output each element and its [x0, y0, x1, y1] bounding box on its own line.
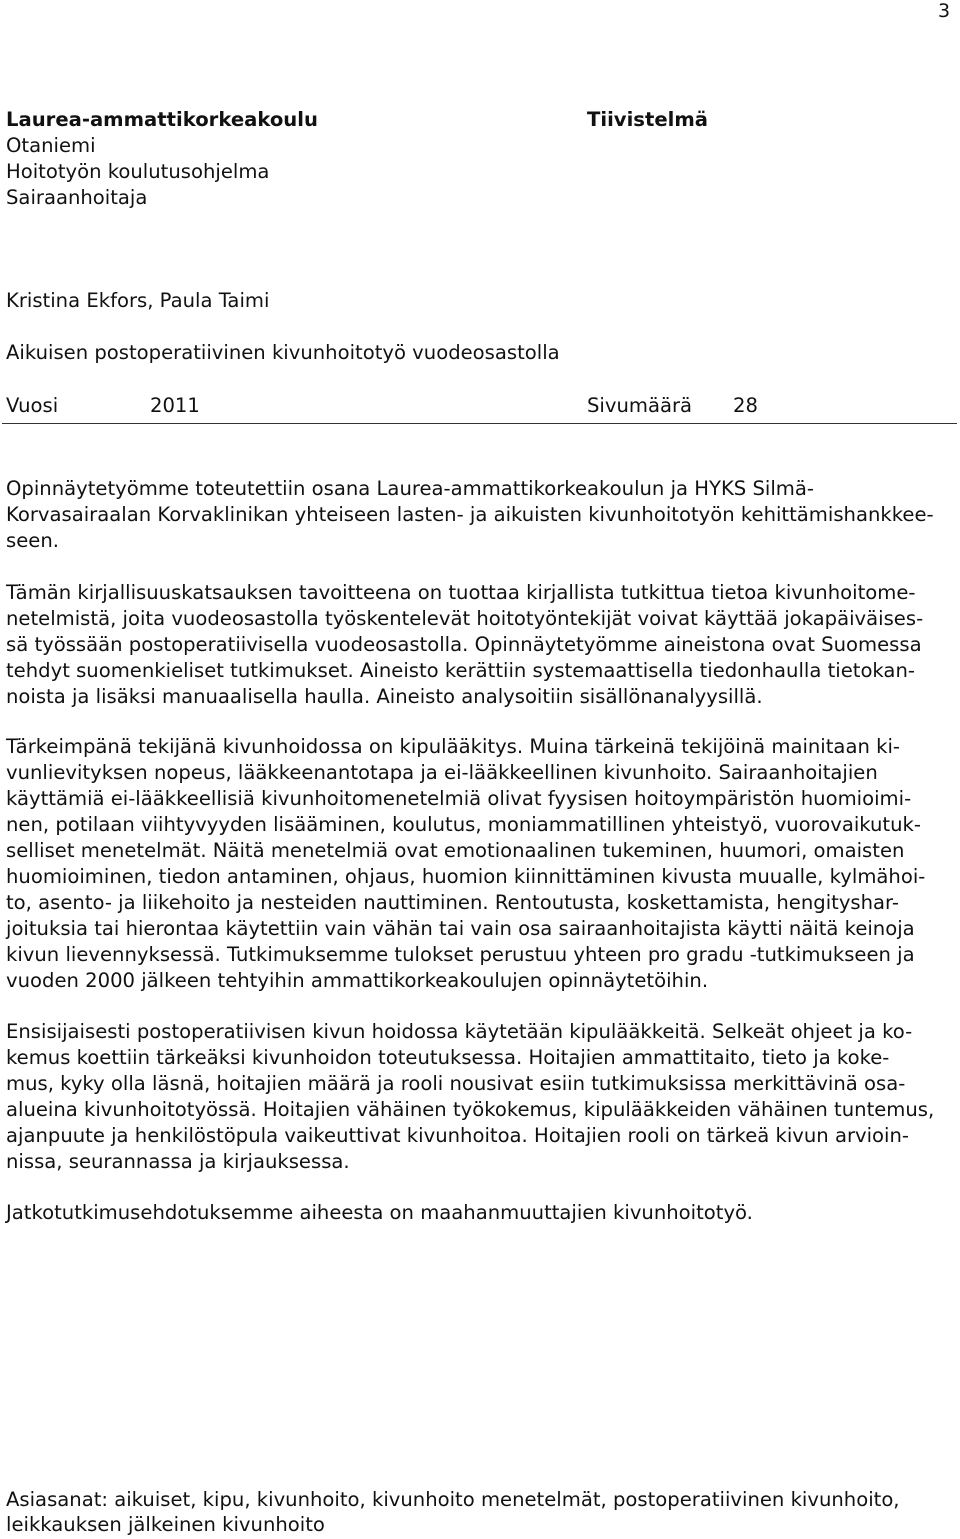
keywords-line: leikkauksen jälkeinen kivunhoito: [6, 1513, 325, 1536]
keywords-line: Asiasanat: aikuiset, kipu, kivunhoito, kivunhoito menetelmät, postoperatiivinen kivunhoito,: [6, 1488, 900, 1511]
abstract-line: Korvasairaalan Korvaklinikan yhteiseen lasten- ja aikuisten kivunhoitotyön kehittämishankkee-: [6, 503, 934, 526]
abstract-line: Ensisijaisesti postoperatiivisen kivun hoidossa käytetään kipulääkkeitä. Selkeät ohjeet ja ko-: [6, 1020, 913, 1043]
abstract-line: seen.: [6, 529, 59, 552]
year-value: 2011: [150, 394, 200, 417]
institution-name: Laurea-ammattikorkeakoulu: [6, 108, 318, 131]
degree-name: Sairaanhoitaja: [6, 186, 148, 209]
abstract-line: nen, potilaan viihtyvyyden lisääminen, koulutus, moniammatillinen yhteistyö, vuorovaikutuk-: [6, 813, 921, 836]
abstract-line: huomioiminen, tiedon antaminen, ohjaus, huomion kiinnittäminen kivusta muualle, kylmähoi-: [6, 865, 926, 888]
abstract-line: nissa, seurannassa ja kirjauksessa.: [6, 1150, 350, 1173]
thesis-title: Aikuisen postoperatiivinen kivunhoitotyö vuodeosastolla: [6, 341, 560, 364]
abstract-line: Jatkotutkimusehdotuksemme aiheesta on maahanmuuttajien kivunhoitotyö.: [6, 1201, 753, 1224]
abstract-line: tehdyt suomenkieliset tutkimukset. Aineisto kerättiin systemaattisella tiedonhaulla tietokan-: [6, 659, 915, 682]
document-type: Tiivistelmä: [587, 108, 708, 131]
abstract-line: sä työssään postoperatiivisella vuodeosastolla. Opinnäytetyömme aineistona ovat Suomessa: [6, 633, 922, 656]
abstract-line: kivun lievennyksessä. Tutkimuksemme tulokset perustuu yhteen pro gradu -tutkimukseen ja: [6, 943, 915, 966]
pages-value: 28: [733, 394, 758, 417]
abstract-line: ajanpuute ja henkilöstöpula vaikeuttivat kivunhoitoa. Hoitajien rooli on tärkeä kivun arvioin-: [6, 1124, 909, 1147]
abstract-line: Tärkeimpänä tekijänä kivunhoidossa on kipulääkitys. Muina tärkeinä tekijöinä mainitaan ki-: [6, 735, 900, 758]
header-divider: [2, 423, 957, 424]
abstract-line: joituksia tai hierontaa käytettiin vain vähän tai vain osa sairaanhoitajista käytti näitä keinoja: [6, 917, 915, 940]
page-number: 3: [938, 0, 951, 22]
abstract-line: netelmistä, joita vuodeosastolla työskentelevät hoitotyöntekijät voivat käyttää jokapäiväises-: [6, 607, 924, 630]
abstract-line: Opinnäytetyömme toteutettiin osana Laurea-ammattikorkeakoulun ja HYKS Silmä-: [6, 477, 814, 500]
pages-label: Sivumäärä: [587, 394, 693, 417]
abstract-line: to, asento- ja liikehoito ja nesteiden nauttiminen. Rentoutusta, koskettamista, hengityshar-: [6, 891, 899, 914]
abstract-line: vunlievityksen nopeus, lääkkeenantotapa ja ei-lääkkeellinen kivunhoito. Sairaanhoitajien: [6, 761, 878, 784]
abstract-line: Tämän kirjallisuuskatsauksen tavoitteena on tuottaa kirjallista tutkittua tietoa kivunhoitome-: [6, 581, 916, 604]
authors: Kristina Ekfors, Paula Taimi: [6, 289, 270, 312]
abstract-line: noista ja lisäksi manuaalisella haulla. Aineisto analysoitiin sisällönanalyysillä.: [6, 685, 763, 708]
campus-name: Otaniemi: [6, 134, 96, 157]
program-name: Hoitotyön koulutusohjelma: [6, 160, 270, 183]
abstract-line: vuoden 2000 jälkeen tehtyihin ammattikorkeakoulujen opinnäytetöihin.: [6, 969, 709, 992]
abstract-line: käyttämiä ei-lääkkeellisiä kivunhoitomenetelmiä olivat fyysisen hoitoympäristön huomioimi-: [6, 787, 912, 810]
abstract-line: mus, kyky olla läsnä, hoitajien määrä ja rooli nousivat esiin tutkimuksissa merkittävinä osa-: [6, 1072, 906, 1095]
abstract-line: alueina kivunhoitotyössä. Hoitajien vähäinen työkokemus, kipulääkkeiden vähäinen tuntemus,: [6, 1098, 935, 1121]
abstract-line: kemus koettiin tärkeäksi kivunhoidon toteutuksessa. Hoitajien ammattitaito, tieto ja koke-: [6, 1046, 890, 1069]
year-label: Vuosi: [6, 394, 59, 417]
abstract-line: selliset menetelmät. Näitä menetelmiä ovat emotionaalinen tukeminen, huumori, omaisten: [6, 839, 905, 862]
